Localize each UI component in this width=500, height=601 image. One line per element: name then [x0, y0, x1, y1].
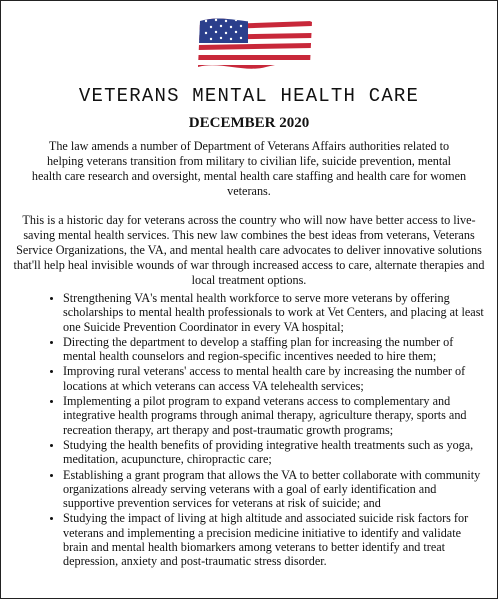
- us-flag-icon: [196, 13, 314, 71]
- list-item: • Establishing a grant program that allows the VA to better collaborate with community organizations already serving veterans with a goal of early identification and supportive prevention services for veterans at risk of suicide; and: [63, 468, 487, 511]
- list-item: • Directing the department to develop a staffing plan for increasing the number of mental health counselors and region-specific incentives needed to hire them;: [63, 335, 487, 364]
- list-item: • Improving rural veterans' access to mental health care by increasing the number of locations at which veterans can access VA telehealth services;: [63, 364, 487, 393]
- intro-paragraph: The law amends a number of Department of Veterans Affairs authorities related to helping veterans transition from military to civilian life, suicide prevention, mental health care research and oversight, mental health care staffing and health care for women veterans.: [31, 139, 467, 198]
- document-title: VETERANS MENTAL HEALTH CARE: [78, 85, 420, 107]
- list-item: • Studying the health benefits of providing integrative health treatments such as yoga, meditation, acupuncture, chiropractic care;: [63, 438, 487, 467]
- list-item: • Implementing a pilot program to expand veterans access to complementary and integrative health programs through animal therapy, agriculture therapy, sports and recreation therapy, art therapy and post-traumatic growth programs;: [63, 394, 487, 437]
- provisions-list: [13, 291, 487, 570]
- list-item: • Studying the impact of living at high altitude and associated suicide risk factors for veterans and implementing a precision medicine initiative to identify and validate brain and mental health biomarkers among veterans to better identify and treat depression, anxiety and post-traumatic stress disorder.: [63, 511, 487, 568]
- list-item: • Strengthening VA's mental health workforce to serve more veterans by offering scholarships to mental health professionals to work at Vet Centers, and placing at least one Suicide Prevention Coordinator in every VA hospital;: [63, 291, 487, 334]
- document-date: DECEMBER 2020: [188, 115, 310, 131]
- body-paragraph: This is a historic day for veterans across the country who will now have better access to live-saving mental health services. This new law combines the best ideas from veterans, Veterans Service Organizations, the VA, and mental health care advocates to deliver innovative solutions that'll help heal invisible wounds of war through increased access to care, alternate therapies and local treatment options.: [13, 213, 485, 287]
